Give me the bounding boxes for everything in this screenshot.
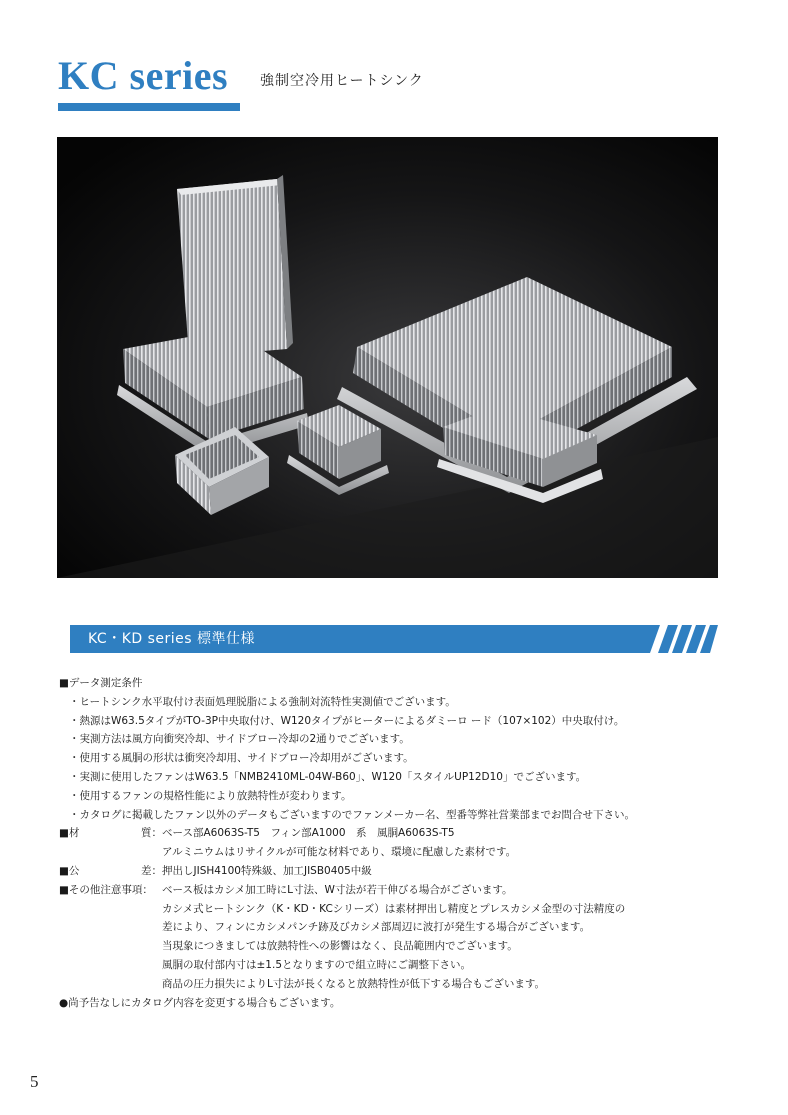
tolerance-key — [59, 862, 162, 881]
notes-row — [59, 881, 739, 900]
data-heading: ■データ測定条件 — [59, 677, 143, 689]
material-key-b: 質： — [141, 827, 162, 840]
tolerance-row — [59, 862, 739, 881]
material-key-a: ■材 — [59, 827, 80, 840]
page-title: KC series — [58, 53, 229, 98]
notes-item: 風胴の取付部内寸は±1.5となりますので組立時にご調整下さい。 — [162, 958, 471, 971]
list-item: ・カタログに掲載したファン以外のデータもございますのでファンメーカー名、型番等弊社営業部までお問合せ下さい。 — [69, 808, 636, 821]
page-subtitle: 強制空冷用ヒートシンク — [260, 73, 424, 89]
notes-item: ベース板はカシメ加工時にL寸法、W寸法が若干伸びる場合がございます。 — [162, 883, 513, 896]
notes-item: 商品の圧力損失によりL寸法が長くなると放熱特性が低下する場合もございます。 — [162, 977, 546, 990]
tolerance-key-a: ■公 — [59, 864, 80, 877]
material-value: ベース部A6063S-T5 フィン部A1000 系 風胴A6063S-T5 — [162, 827, 455, 840]
list-item: ・実測方法は風方向衝突冷却、サイドブロー冷却の2通りでございます。 — [69, 733, 410, 746]
section-title: KC・KD series 標準仕様 — [88, 631, 256, 647]
spec-block — [59, 674, 739, 1012]
material-note: アルミニウムはリサイクルが可能な材料であり、環境に配慮した素材です。 — [162, 846, 517, 859]
list-item: ・実測に使用したファンはW63.5「NMB2410ML-04W-B60」、W120「スタイルUP12D10」でございます。 — [69, 770, 587, 783]
heatsink-product-photo — [57, 137, 718, 578]
material-row — [59, 824, 739, 843]
notes-item: カシメ式ヒートシンク（K・KD・KCシリーズ）は素材押出し精度とプレスカシメ金型の寸法精度の — [162, 902, 626, 915]
list-item: ・使用するファンの規格性能により放熱特性が変わります。 — [69, 789, 352, 802]
list-item: ・ヒートシンク水平取付け表面処理脱脂による強制対流特性実測値でございます。 — [69, 695, 456, 708]
tolerance-key-b: 差： — [141, 864, 162, 877]
notes-key: ■その他注意事項： — [59, 883, 153, 896]
material-key — [59, 824, 162, 843]
tolerance-value: 押出しJISH4100特殊級、加工JISB0405中級 — [162, 864, 372, 877]
page-number: 5 — [30, 1072, 39, 1091]
footer-note: ●尚予告なしにカタログ内容を変更する場合もございます。 — [59, 996, 341, 1009]
title-underline — [58, 103, 240, 111]
list-item: ・使用する風胴の形状は衝突冷却用、サイドブロー冷却用がございます。 — [69, 752, 414, 765]
notes-item: 差により、フィンにカシメパンチ跡及びカシメ部周辺に波打が発生する場合がございます。 — [162, 921, 591, 934]
section-banner — [70, 625, 718, 653]
list-item: ・熱源はW63.5タイプがTO-3P中央取付け、W120タイプがヒーターによるダミーロ ード（107×102）中央取付け。 — [69, 714, 625, 727]
notes-item: 当現象につきましては放熱特性への影響はなく、良品範囲内でございます。 — [162, 940, 518, 953]
